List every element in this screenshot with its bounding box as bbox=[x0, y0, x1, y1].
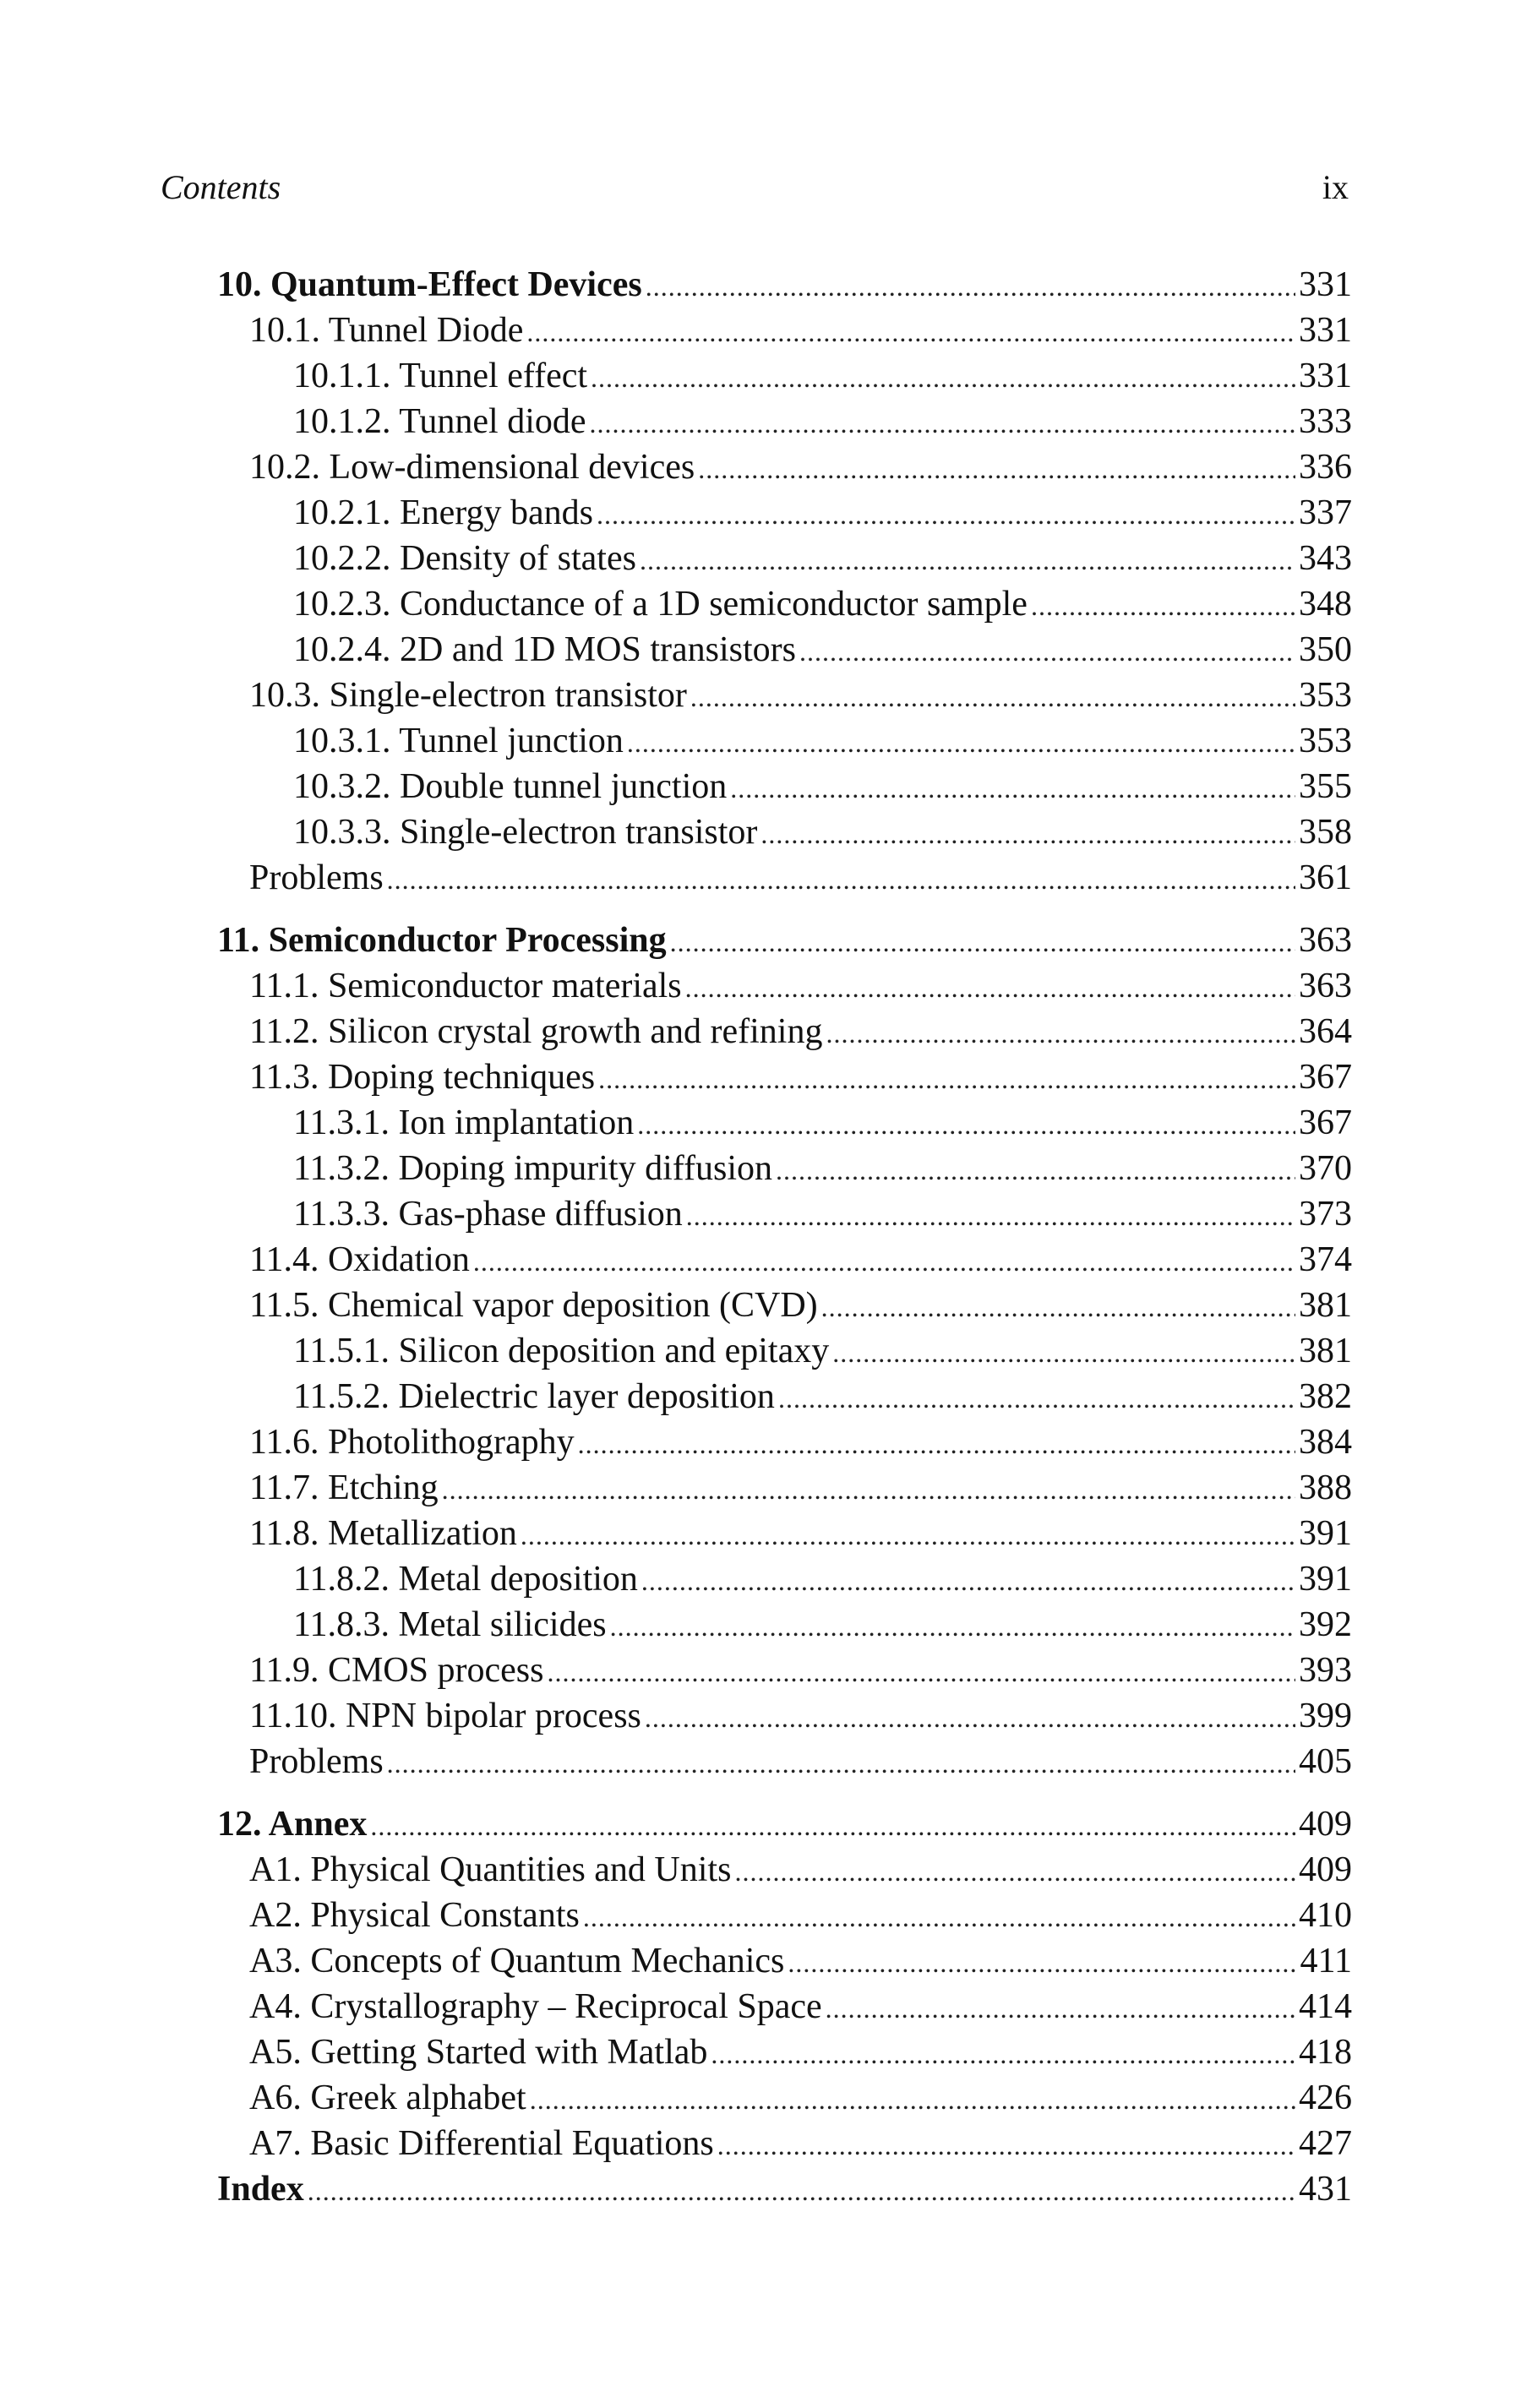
toc-entry-page: 361 bbox=[1299, 858, 1352, 897]
dot-leader bbox=[308, 2168, 1295, 2214]
toc-entry[interactable] bbox=[209, 444, 1352, 490]
toc-entry[interactable] bbox=[209, 963, 1352, 1009]
toc-entry-page: 370 bbox=[1299, 1149, 1352, 1188]
dot-leader bbox=[690, 674, 1295, 720]
dot-leader bbox=[583, 1894, 1295, 1940]
dot-leader bbox=[591, 355, 1295, 400]
dot-leader bbox=[645, 1695, 1295, 1741]
toc-entry-page: 391 bbox=[1299, 1514, 1352, 1553]
toc-entry-label: 10.1. Tunnel Diode bbox=[249, 311, 524, 350]
toc-entry[interactable] bbox=[209, 1419, 1352, 1465]
toc-entry[interactable] bbox=[209, 918, 1352, 963]
toc-entry-label: A2. Physical Constants bbox=[249, 1896, 580, 1935]
toc-entry-label: 11.9. CMOS process bbox=[249, 1651, 544, 1690]
toc-entry-page: 358 bbox=[1299, 813, 1352, 852]
toc-entry[interactable] bbox=[209, 1465, 1352, 1511]
toc-entry-label: A4. Crystallography – Reciprocal Space bbox=[249, 1987, 822, 2026]
toc-entry[interactable] bbox=[209, 536, 1352, 581]
toc-entry-page: 426 bbox=[1299, 2078, 1352, 2117]
toc-entry[interactable] bbox=[209, 1237, 1352, 1283]
dot-leader bbox=[1031, 583, 1295, 629]
toc-entry-label: 10.3. Single-electron transistor bbox=[249, 676, 687, 715]
toc-entry-page: 411 bbox=[1300, 1942, 1352, 1980]
toc-entry[interactable] bbox=[209, 1146, 1352, 1191]
toc-entry[interactable] bbox=[209, 2075, 1352, 2121]
dot-leader bbox=[734, 1849, 1295, 1894]
toc-entry-page: 363 bbox=[1299, 921, 1352, 960]
toc-entry-page: 367 bbox=[1299, 1058, 1352, 1097]
toc-entry[interactable] bbox=[209, 627, 1352, 673]
toc-entry[interactable] bbox=[209, 1556, 1352, 1602]
toc-entry[interactable] bbox=[209, 1847, 1352, 1893]
toc-entry-label: 11.2. Silicon crystal growth and refining bbox=[249, 1012, 823, 1051]
toc-entry-label: A3. Concepts of Quantum Mechanics bbox=[249, 1942, 785, 1980]
toc-entry[interactable] bbox=[209, 1693, 1352, 1739]
toc-entry-label: 11.8.3. Metal silicides bbox=[293, 1605, 607, 1644]
toc-entry[interactable] bbox=[209, 1100, 1352, 1146]
dot-leader bbox=[640, 537, 1295, 583]
toc-entry-label: 11.3.2. Doping impurity diffusion bbox=[293, 1149, 772, 1188]
dot-leader bbox=[598, 1056, 1295, 1102]
dot-leader bbox=[685, 965, 1295, 1011]
toc-entry[interactable] bbox=[209, 1648, 1352, 1693]
toc-entry-page: 405 bbox=[1299, 1742, 1352, 1781]
toc-entry-page: 350 bbox=[1299, 630, 1352, 669]
dot-leader bbox=[776, 1147, 1295, 1193]
toc-entry-label: 11.10. NPN bipolar process bbox=[249, 1697, 641, 1735]
dot-leader bbox=[578, 1421, 1295, 1467]
toc-entry[interactable] bbox=[209, 2121, 1352, 2166]
toc-entry-label: 11.6. Photolithography bbox=[249, 1423, 575, 1462]
dot-leader bbox=[799, 629, 1295, 674]
toc-entry[interactable] bbox=[209, 2166, 1352, 2212]
dot-leader bbox=[590, 400, 1295, 446]
dot-leader bbox=[526, 309, 1295, 355]
toc-entry-page: 331 bbox=[1299, 265, 1352, 304]
toc-entry-page: 399 bbox=[1299, 1697, 1352, 1735]
toc-entry-page: 353 bbox=[1299, 676, 1352, 715]
header-title: Contents bbox=[161, 168, 281, 206]
toc-entry[interactable] bbox=[209, 1893, 1352, 1938]
toc-entry[interactable] bbox=[209, 673, 1352, 718]
toc-entry-label: Index bbox=[217, 2170, 304, 2209]
toc-entry-label: 11.8.2. Metal deposition bbox=[293, 1560, 638, 1599]
dot-leader bbox=[641, 1558, 1295, 1604]
toc-entry-label: 10. Quantum-Effect Devices bbox=[217, 265, 642, 304]
toc-entry-page: 355 bbox=[1299, 767, 1352, 806]
toc-entry[interactable] bbox=[209, 764, 1352, 809]
header-page-number: ix bbox=[1322, 168, 1349, 206]
toc-entry-label: 11.8. Metallization bbox=[249, 1514, 517, 1553]
toc-entry-page: 431 bbox=[1299, 2170, 1352, 2209]
running-header bbox=[161, 167, 1349, 218]
toc-entry[interactable] bbox=[209, 1511, 1352, 1556]
dot-leader bbox=[778, 1376, 1295, 1421]
toc-entry[interactable] bbox=[209, 399, 1352, 444]
toc-entry-page: 367 bbox=[1299, 1103, 1352, 1142]
toc-entry-label: 11.5.1. Silicon deposition and epitaxy bbox=[293, 1332, 830, 1370]
table-of-contents bbox=[209, 262, 1352, 2212]
toc-entry-page: 331 bbox=[1299, 311, 1352, 350]
dot-leader bbox=[627, 720, 1295, 765]
dot-leader bbox=[717, 2122, 1295, 2168]
dot-leader bbox=[387, 857, 1295, 902]
toc-entry-page: 331 bbox=[1299, 357, 1352, 395]
toc-entry-label: Problems bbox=[249, 858, 384, 897]
dot-leader bbox=[521, 1512, 1295, 1558]
dot-leader bbox=[597, 492, 1295, 537]
toc-entry[interactable] bbox=[209, 1009, 1352, 1054]
toc-entry[interactable] bbox=[209, 1984, 1352, 2029]
dot-leader bbox=[637, 1102, 1295, 1147]
dot-leader bbox=[387, 1741, 1295, 1786]
toc-entry-label: 11.1. Semiconductor materials bbox=[249, 967, 682, 1005]
toc-entry-page: 388 bbox=[1299, 1468, 1352, 1507]
toc-entry-label: 10.3.1. Tunnel junction bbox=[293, 722, 624, 760]
toc-entry-label: 10.1.2. Tunnel diode bbox=[293, 402, 586, 441]
toc-entry-label: Problems bbox=[249, 1742, 384, 1781]
toc-entry-label: 12. Annex bbox=[217, 1805, 368, 1844]
toc-entry-page: 337 bbox=[1299, 493, 1352, 532]
toc-entry-page: 392 bbox=[1299, 1605, 1352, 1644]
toc-entry-label: 10.2.4. 2D and 1D MOS transistors bbox=[293, 630, 796, 669]
toc-entry-label: 10.1.1. Tunnel effect bbox=[293, 357, 588, 395]
toc-entry-page: 364 bbox=[1299, 1012, 1352, 1051]
toc-entry-page: 410 bbox=[1299, 1896, 1352, 1935]
dot-leader bbox=[547, 1649, 1295, 1695]
toc-entry-label: 10.2. Low-dimensional devices bbox=[249, 448, 695, 487]
toc-entry[interactable] bbox=[209, 581, 1352, 627]
toc-entry-label: 11.3. Doping techniques bbox=[249, 1058, 596, 1097]
dot-leader bbox=[473, 1239, 1295, 1284]
dot-leader bbox=[730, 765, 1295, 811]
toc-entry-label: 10.2.2. Density of states bbox=[293, 539, 636, 578]
toc-entry-page: 363 bbox=[1299, 967, 1352, 1005]
toc-entry[interactable] bbox=[209, 490, 1352, 536]
toc-entry-page: 373 bbox=[1299, 1195, 1352, 1234]
toc-entry-page: 381 bbox=[1299, 1286, 1352, 1325]
dot-leader bbox=[788, 1940, 1296, 1986]
toc-entry-label: 10.3.3. Single-electron transistor bbox=[293, 813, 758, 852]
toc-entry[interactable] bbox=[209, 1938, 1352, 1984]
toc-entry-label: 11.3.1. Ion implantation bbox=[293, 1103, 635, 1142]
toc-entry[interactable] bbox=[209, 308, 1352, 353]
toc-entry-page: 414 bbox=[1299, 1987, 1352, 2026]
toc-entry[interactable] bbox=[209, 718, 1352, 764]
toc-entry[interactable] bbox=[209, 1801, 1352, 1847]
toc-entry[interactable] bbox=[209, 1739, 1352, 1784]
toc-entry-page: 409 bbox=[1299, 1805, 1352, 1844]
dot-leader bbox=[826, 1011, 1295, 1056]
toc-entry-label: A5. Getting Started with Matlab bbox=[249, 2033, 708, 2072]
dot-leader bbox=[610, 1604, 1295, 1649]
dot-leader bbox=[670, 919, 1295, 965]
toc-entry-label: 10.3.2. Double tunnel junction bbox=[293, 767, 728, 806]
toc-entry-page: 382 bbox=[1299, 1377, 1352, 1416]
toc-entry-page: 348 bbox=[1299, 585, 1352, 624]
toc-entry[interactable] bbox=[209, 1374, 1352, 1419]
dot-leader bbox=[832, 1330, 1295, 1376]
dot-leader bbox=[686, 1193, 1295, 1239]
toc-entry-page: 427 bbox=[1299, 2124, 1352, 2163]
toc-entry-page: 381 bbox=[1299, 1332, 1352, 1370]
toc-entry[interactable] bbox=[209, 1283, 1352, 1328]
toc-entry-page: 393 bbox=[1299, 1651, 1352, 1690]
toc-entry[interactable] bbox=[209, 855, 1352, 901]
dot-leader bbox=[530, 2077, 1295, 2122]
toc-entry-label: 11.4. Oxidation bbox=[249, 1240, 470, 1279]
toc-entry-label: A7. Basic Differential Equations bbox=[249, 2124, 714, 2163]
dot-leader bbox=[821, 1284, 1295, 1330]
toc-entry-label: 11.5. Chemical vapor deposition (CVD) bbox=[249, 1286, 818, 1325]
dot-leader bbox=[826, 1986, 1295, 2031]
toc-entry-label: 11.3.3. Gas-phase diffusion bbox=[293, 1195, 683, 1234]
toc-entry[interactable] bbox=[209, 809, 1352, 855]
toc-entry-page: 336 bbox=[1299, 448, 1352, 487]
toc-entry-label: 11.7. Etching bbox=[249, 1468, 439, 1507]
dot-leader bbox=[370, 1803, 1295, 1849]
dot-leader bbox=[442, 1467, 1295, 1512]
toc-entry-page: 391 bbox=[1299, 1560, 1352, 1599]
toc-entry-label: 11. Semiconductor Processing bbox=[217, 921, 667, 960]
dot-leader bbox=[646, 264, 1295, 309]
toc-entry[interactable] bbox=[209, 1191, 1352, 1237]
toc-entry-page: 374 bbox=[1299, 1240, 1352, 1279]
toc-entry-page: 353 bbox=[1299, 722, 1352, 760]
toc-entry[interactable] bbox=[209, 262, 1352, 308]
toc-entry-page: 333 bbox=[1299, 402, 1352, 441]
toc-entry-page: 418 bbox=[1299, 2033, 1352, 2072]
toc-entry[interactable] bbox=[209, 2029, 1352, 2075]
toc-entry[interactable] bbox=[209, 353, 1352, 399]
toc-entry-page: 343 bbox=[1299, 539, 1352, 578]
toc-entry-page: 384 bbox=[1299, 1423, 1352, 1462]
dot-leader bbox=[760, 811, 1295, 857]
toc-entry-label: 10.2.3. Conductance of a 1D semiconductor sample bbox=[293, 585, 1028, 624]
toc-entry-page: 409 bbox=[1299, 1850, 1352, 1889]
toc-entry[interactable] bbox=[209, 1602, 1352, 1648]
toc-entry-label: A6. Greek alphabet bbox=[249, 2078, 526, 2117]
toc-entry-label: 11.5.2. Dielectric layer deposition bbox=[293, 1377, 775, 1416]
dot-leader bbox=[711, 2031, 1295, 2077]
toc-entry-label: 10.2.1. Energy bands bbox=[293, 493, 594, 532]
toc-entry[interactable] bbox=[209, 1054, 1352, 1100]
dot-leader bbox=[698, 446, 1295, 492]
toc-entry[interactable] bbox=[209, 1328, 1352, 1374]
toc-entry-label: A1. Physical Quantities and Units bbox=[249, 1850, 732, 1889]
